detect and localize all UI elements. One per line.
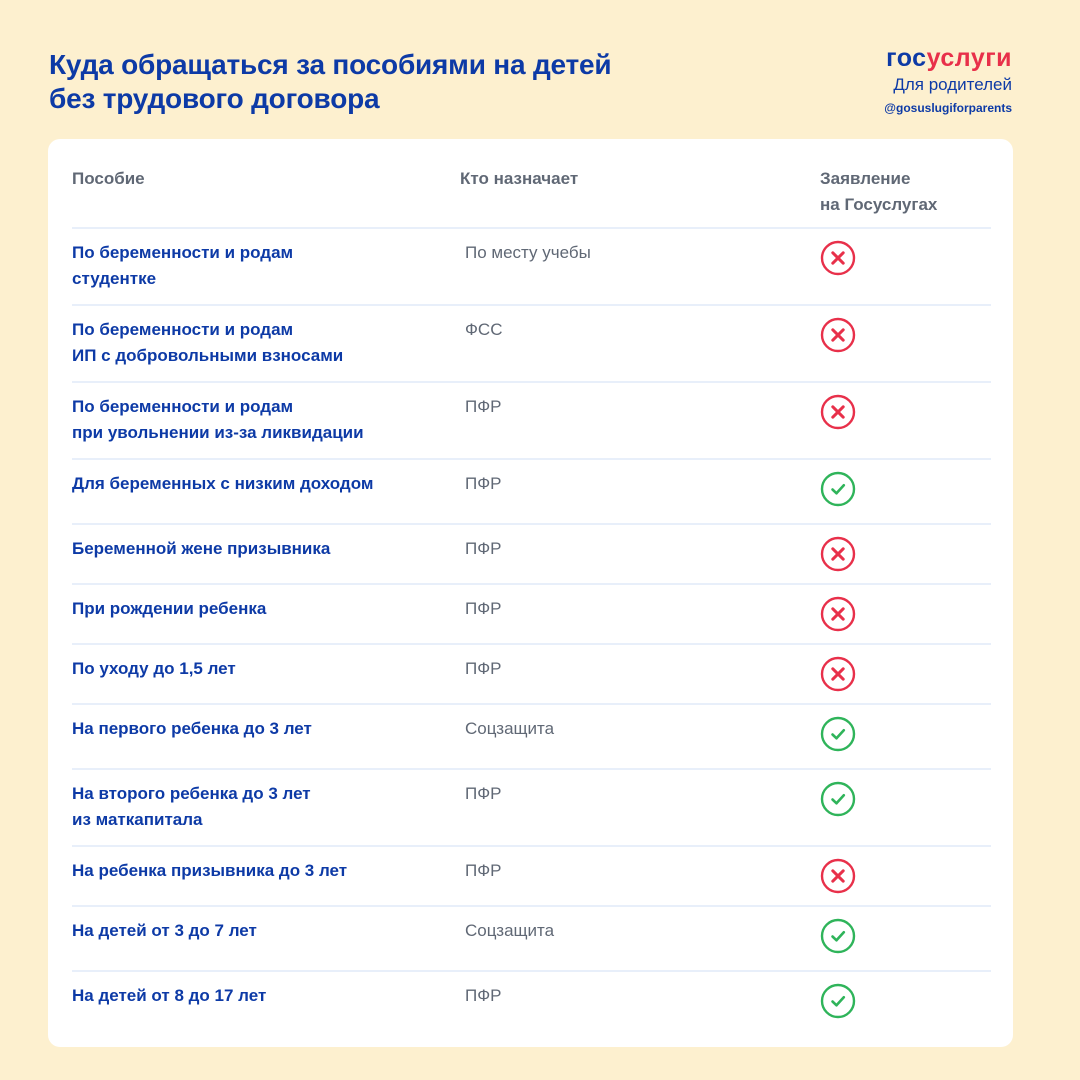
cross-circle-icon	[820, 596, 856, 632]
brand-block	[884, 44, 1012, 115]
assigning-authority: ПФР	[465, 397, 502, 416]
benefit-name	[72, 656, 432, 682]
benefit-name-line1: По беременности и родам	[72, 243, 294, 262]
assigning-authority: ПФР	[465, 986, 502, 1005]
benefit-name	[72, 394, 432, 446]
benefit-name-line2: ИП с добровольными взносами	[72, 346, 344, 365]
row-divider	[72, 458, 991, 460]
row-divider	[72, 643, 991, 645]
assigning-authority: ПФР	[465, 539, 502, 558]
benefit-name	[72, 983, 432, 1009]
benefit-name	[72, 471, 432, 497]
assigning-authority: Соцзащита	[465, 719, 555, 738]
benefit-name-line1: При рождении ребенка	[72, 599, 267, 618]
check-circle-icon	[820, 918, 856, 954]
cross-circle-icon	[820, 536, 856, 572]
logo-part-1: гос	[886, 44, 927, 72]
header-online-line1: Заявление	[820, 169, 911, 188]
table-header	[48, 139, 1013, 227]
row-divider	[72, 583, 991, 585]
row-divider	[72, 845, 991, 847]
benefit-name-line2: при увольнении из-за ликвидации	[72, 423, 364, 442]
benefit-name	[72, 596, 432, 622]
check-circle-icon	[820, 983, 856, 1019]
assigning-authority: Соцзащита	[465, 921, 555, 940]
benefit-name	[72, 781, 432, 833]
benefit-name-line1: На детей от 3 до 7 лет	[72, 921, 257, 940]
benefits-table	[48, 139, 1013, 1047]
page-title	[49, 48, 611, 116]
row-divider	[72, 905, 991, 907]
assigning-authority: ПФР	[465, 474, 502, 493]
check-circle-icon	[820, 781, 856, 817]
row-divider	[72, 304, 991, 306]
benefit-name-line1: По беременности и родам	[72, 397, 294, 416]
row-divider	[72, 523, 991, 525]
cross-circle-icon	[820, 240, 856, 276]
assigning-authority: ПФР	[465, 861, 502, 880]
benefit-name	[72, 858, 432, 884]
brand-handle: @gosuslugiforparents	[884, 101, 1012, 115]
page-title-line2: без трудового договора	[49, 83, 380, 114]
benefit-name	[72, 240, 432, 292]
header-online	[820, 166, 937, 218]
benefit-name-line1: По беременности и родам	[72, 320, 294, 339]
page-title-line1: Куда обращаться за пособиями на детей	[49, 49, 612, 80]
benefit-name-line1: На первого ребенка до 3 лет	[72, 719, 312, 738]
benefit-name-line1: На второго ребенка до 3 лет	[72, 784, 311, 803]
benefit-name	[72, 716, 432, 742]
check-circle-icon	[820, 716, 856, 752]
cross-circle-icon	[820, 858, 856, 894]
header-benefit: Пособие	[72, 169, 145, 188]
cross-circle-icon	[820, 317, 856, 353]
row-divider	[72, 768, 991, 770]
benefit-name-line1: Для беременных с низким доходом	[72, 474, 374, 493]
header-who: Кто назначает	[460, 169, 579, 188]
cross-circle-icon	[820, 656, 856, 692]
gosuslugi-logo	[884, 44, 1012, 72]
cross-circle-icon	[820, 394, 856, 430]
benefit-name	[72, 317, 432, 369]
assigning-authority: ПФР	[465, 659, 502, 678]
logo-part-2: услуги	[926, 44, 1012, 72]
row-divider	[72, 381, 991, 383]
assigning-authority: По месту учебы	[465, 243, 591, 262]
row-divider	[72, 703, 991, 705]
benefit-name-line2: студентке	[72, 269, 157, 288]
benefit-name-line1: На детей от 8 до 17 лет	[72, 986, 267, 1005]
brand-subtitle: Для родителей	[893, 75, 1012, 94]
assigning-authority: ПФР	[465, 599, 502, 618]
row-divider	[72, 970, 991, 972]
benefit-name-line1: Беременной жене призывника	[72, 539, 331, 558]
benefit-name-line1: По уходу до 1,5 лет	[72, 659, 236, 678]
assigning-authority: ФСС	[465, 320, 503, 339]
check-circle-icon	[820, 471, 856, 507]
benefit-name	[72, 536, 432, 562]
benefit-name-line2: из маткапитала	[72, 810, 203, 829]
benefit-name	[72, 918, 432, 944]
assigning-authority: ПФР	[465, 784, 502, 803]
header-online-line2: на Госуслугах	[820, 195, 938, 214]
benefit-name-line1: На ребенка призывника до 3 лет	[72, 861, 348, 880]
row-divider	[72, 227, 991, 229]
